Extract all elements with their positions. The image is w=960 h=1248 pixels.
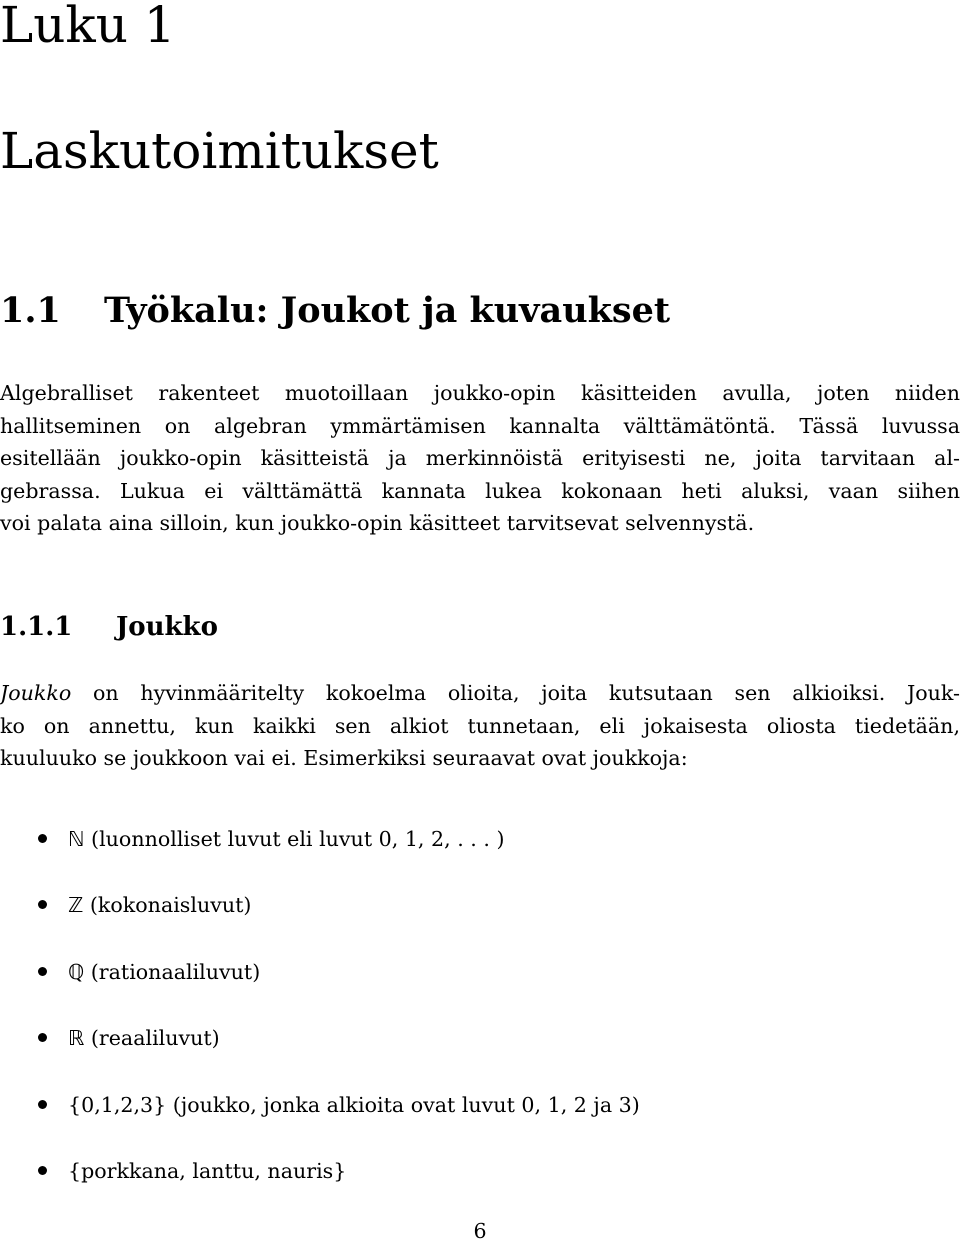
paragraph-line: hallitseminen on algebran ymmärtämisen kannalta välttämätöntä. Tässä luvussa (0, 413, 960, 438)
bullet-icon (38, 967, 47, 976)
subsection-heading (0, 607, 218, 647)
paragraph-line: ko on annettu, kun kaikki sen alkiot tunnetaan, eli jokaisesta oliosta tiedetään, (0, 713, 960, 738)
bullet-icon (38, 900, 47, 909)
chapter-label: Luku 1 (0, 0, 176, 54)
paragraph-line: Algebralliset rakenteet muotoillaan joukko-opin käsitteiden avulla, joten niiden (0, 381, 960, 405)
definition-paragraph (0, 677, 960, 775)
section-intro-paragraph (0, 377, 960, 540)
set-symbol: ℚ (68, 959, 85, 984)
list-item-text: (rationaaliluvut) (84, 959, 261, 984)
subsection-number: 1.1.1 (0, 612, 73, 642)
examples-list (0, 817, 960, 1215)
list-item (0, 817, 960, 883)
paragraph-line-text: on hyvinmääritelty kokoelma olioita, joita kutsutaan sen alkioiksi. Jouk- (71, 681, 960, 705)
paragraph-line (0, 677, 960, 710)
set-symbol: ℝ (68, 1026, 85, 1051)
set-symbol: ℤ (68, 893, 84, 918)
subsection-title: Joukko (116, 612, 218, 642)
list-item (0, 1083, 960, 1149)
paragraph-line: kuuluuko se joukkoon vai ei. Esimerkiksi seuraavat ovat joukkoja: (0, 746, 688, 771)
list-item-text: (reaaliluvut) (84, 1026, 220, 1051)
bullet-icon (38, 834, 47, 843)
bullet-icon (38, 1166, 47, 1175)
list-item (0, 883, 960, 949)
paragraph-line: gebrassa. Lukua ei välttämättä kannata lukea kokonaan heti aluksi, vaan siihen (0, 478, 960, 503)
list-item (0, 1149, 960, 1215)
section-number: 1.1 (0, 290, 61, 331)
list-item-text: (luonnolliset luvut eli luvut 0, 1, 2, . . . ) (84, 827, 505, 851)
section-heading (0, 287, 670, 335)
chapter-title: Laskutoimitukset (0, 122, 439, 180)
list-item-text: {porkkana, lanttu, nauris} (68, 1158, 347, 1183)
list-item-text: (kokonaisluvut) (83, 893, 252, 918)
bullet-icon (38, 1033, 47, 1042)
paragraph-line: voi palata aina silloin, kun joukko-opin käsitteet tarvitsevat selvennystä. (0, 511, 755, 536)
list-item (0, 950, 960, 1016)
list-item (0, 1016, 960, 1082)
defined-term: Joukko (0, 681, 72, 705)
set-symbol: ℕ (68, 827, 85, 851)
paragraph-line: esitellään joukko-opin käsitteistä ja merkinnöistä erityisesti ne, joita tarvitaan al- (0, 446, 960, 471)
page-number: 6 (473, 1219, 487, 1243)
bullet-icon (38, 1100, 47, 1109)
section-title: Työkalu: Joukot ja kuvaukset (104, 290, 671, 331)
list-item-text: {0,1,2,3} (joukko, jonka alkioita ovat luvut 0, 1, 2 ja 3) (68, 1092, 640, 1117)
